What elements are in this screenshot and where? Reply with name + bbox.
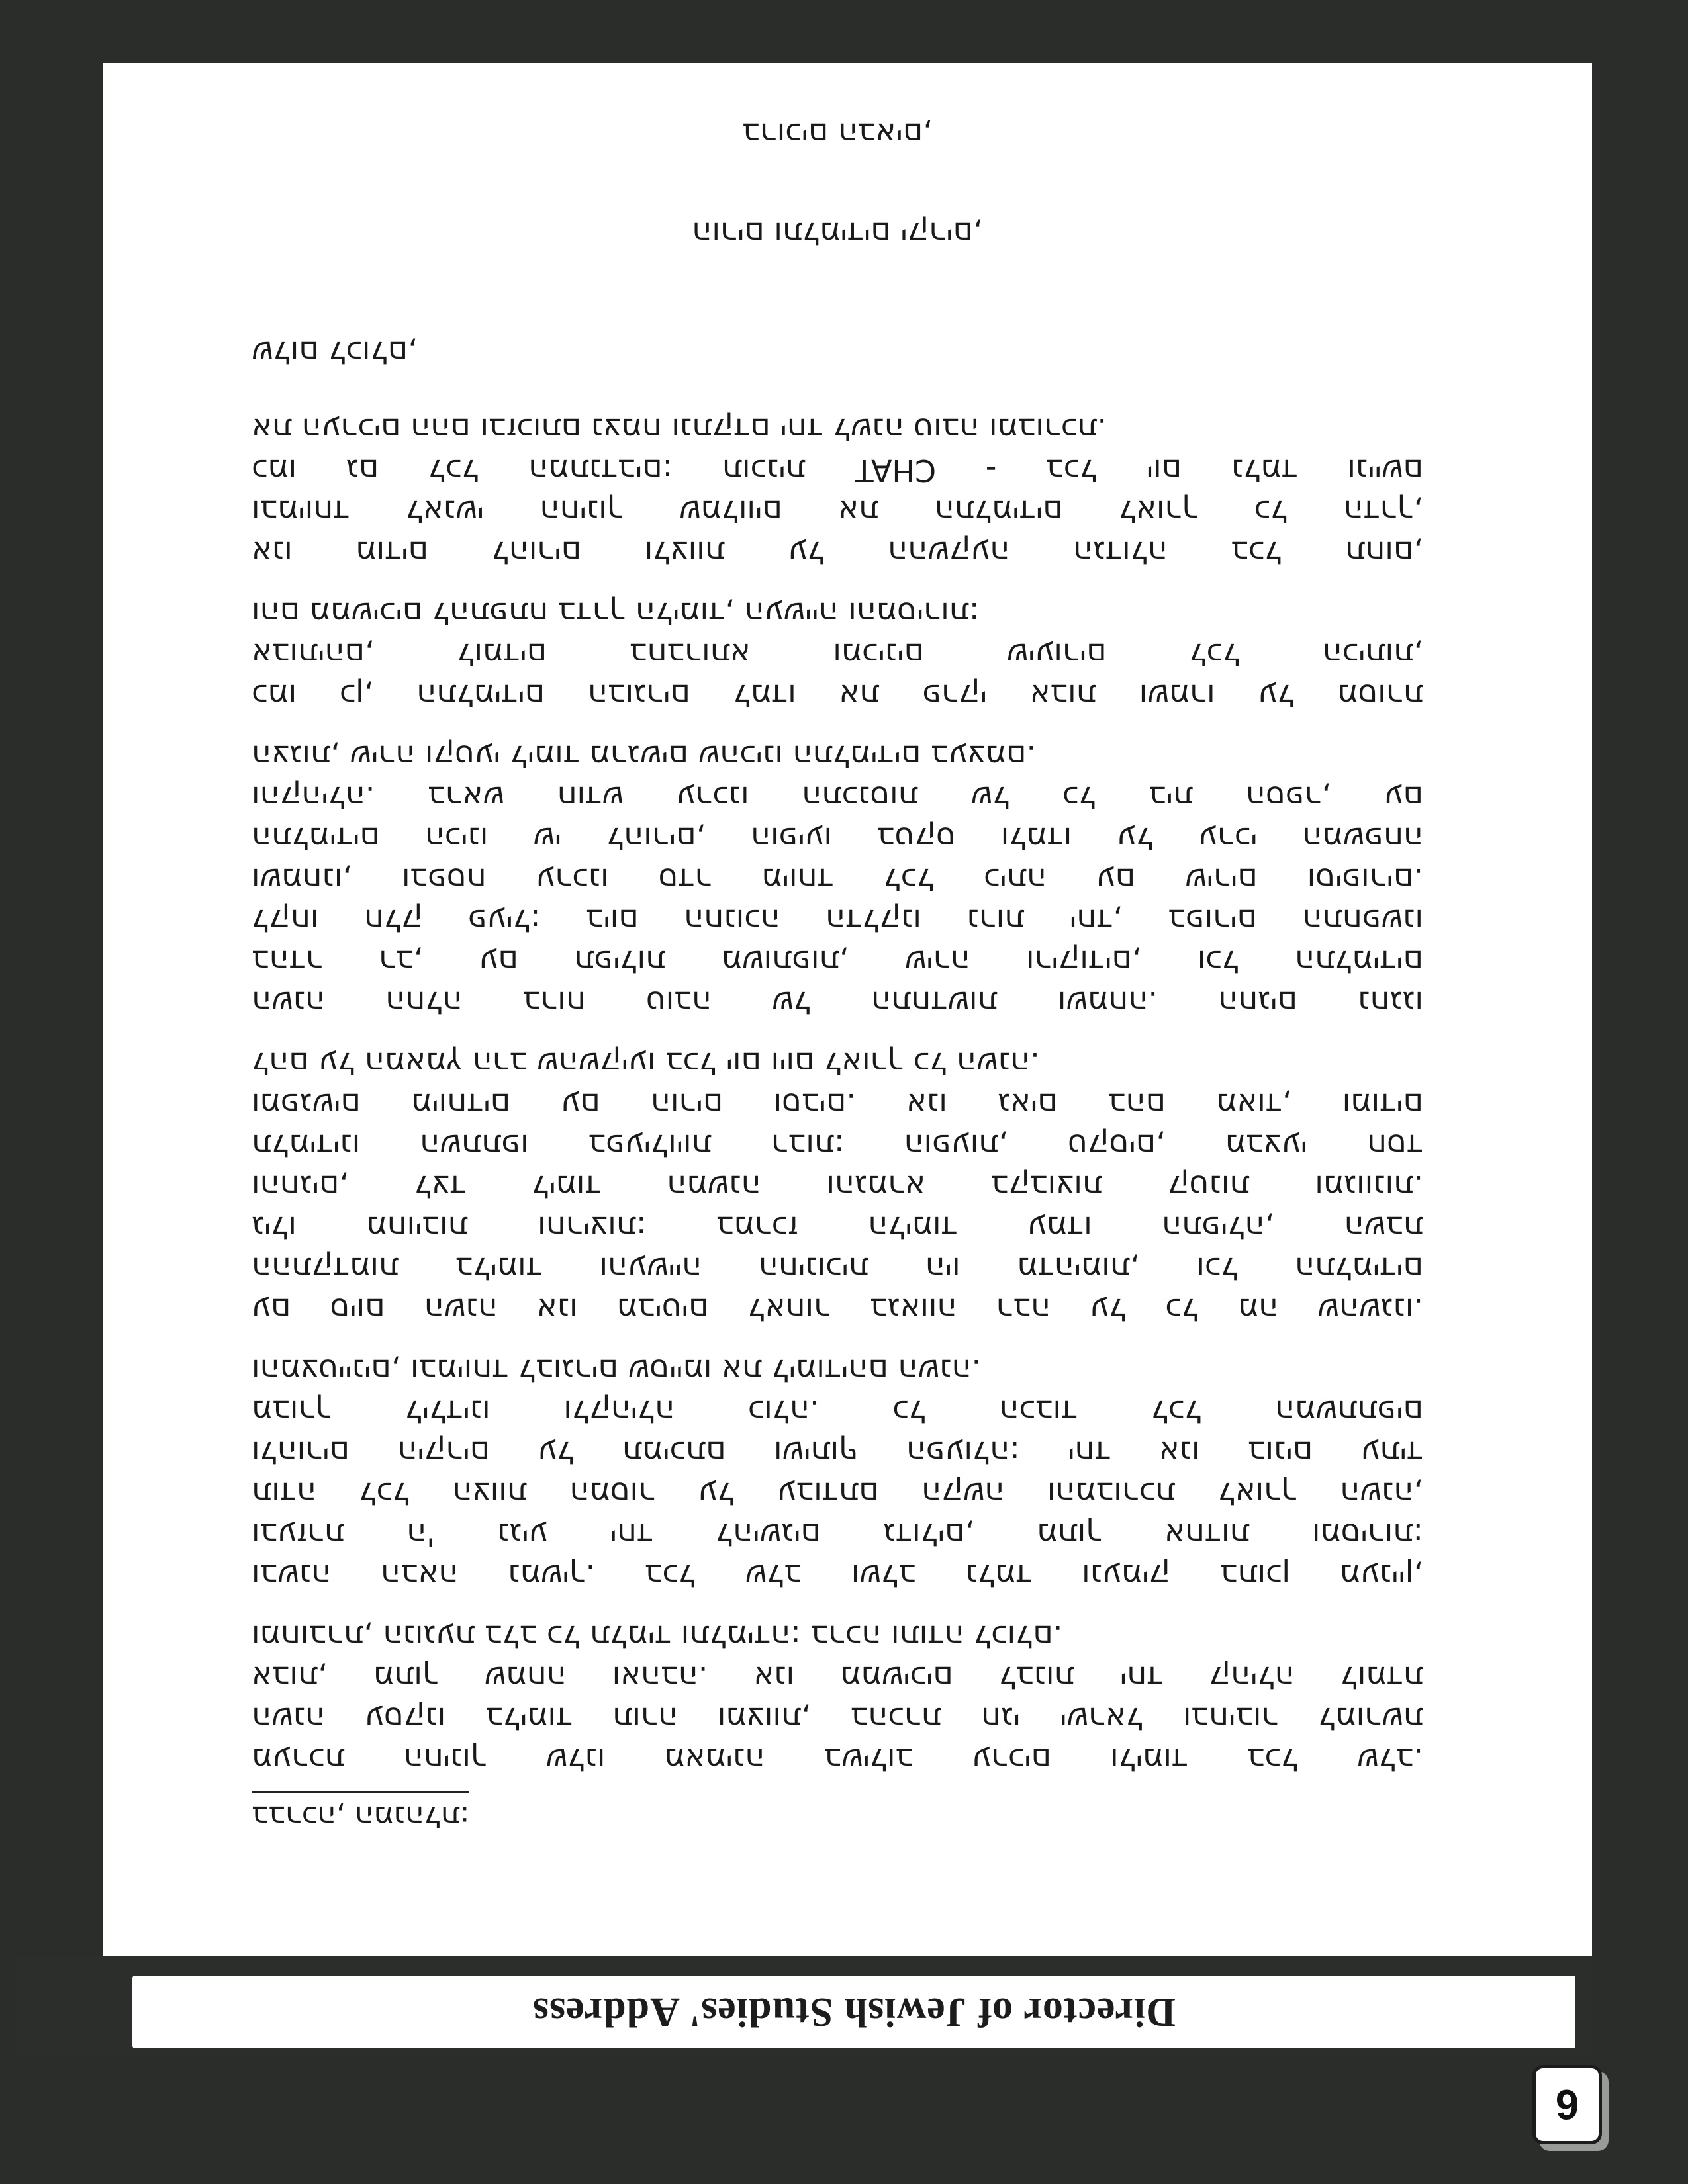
text-line: הצגות, שירה וקטעי לימוד מרגשים שהכינו התלמידים בעצמם.	[252, 739, 1037, 774]
text-line: אנו מודים להורים ולצוות על ההשקעה הגדולה בכל תחום,	[252, 535, 1423, 570]
text-line: עם סיום השנה אנו מביטים לאחור בגאווה רבה על כל מה שהשגנו.	[252, 1292, 1423, 1328]
text-line: להם על המאמץ הרב שהשקיעו בכל יום ויום לאורך כל השנה.	[252, 1046, 1040, 1081]
text-line: ומחוברת, הנוגעת בלב כל תלמיד ותלמידה: ברכה ותודה לכולם.	[252, 1619, 1063, 1655]
text-line: לקחו חלק פעיל: ביום החנוכה הדלקנו נרות יחד, בפורים התחפשנו	[252, 903, 1423, 938]
paragraph	[252, 409, 1423, 573]
text-line: השנה החלה ברוח טובה של התחדשות ושמחה. החגים נחגגו	[252, 985, 1423, 1021]
text-line: מערכת החינוך שלנו מאמינה בשילוב ערכים ולימוד בכל שלב.	[252, 1742, 1423, 1778]
text-line: והם ממשיכים להתפתח בדרך הלימוד, העשייה והמסירות:	[252, 596, 980, 631]
text-line: את הערכים ההם ובזכותם נצמח ונתקדם יחד לשנה טובה ומבורכת.	[252, 412, 1107, 447]
letter	[252, 116, 1423, 1833]
paragraph	[252, 1616, 1423, 1780]
text-line: והמצטיינים, ובמיוחד לבוגרים שסיימו את לימודיהם השנה.	[252, 1353, 982, 1388]
text-line: ההתקדמות בלימוד והעשייה החינוכית היו מדהימות, וכל התלמידים	[252, 1251, 1423, 1287]
text-line: גילו מחויבות וחריצות: במרכז הלימוד עמדו התפילה, השבת	[252, 1210, 1423, 1246]
text-line: ומפגשים מיוחדים עם הורים וסבים. אנו גאים בהם מאוד, ומודים	[252, 1087, 1423, 1122]
text-line: אבות, מתוך שמחה ואהבה. אנו ממשיכים לבנות יחד קהילה לומדת	[252, 1660, 1423, 1696]
text-line: אבותיהם, לומדים בחברותא ומכינים שיעורים לכל הכיתות,	[252, 637, 1423, 672]
text-line: כמו גם לכל המתנדבים: תוכנית CHAT - בכל יום נלמד וניישם	[252, 453, 1423, 488]
text-line: ולהורים היקרים על תמיכתם ושיתוף הפעולה: יחד אנו בונים עתיד	[252, 1435, 1423, 1471]
header-title-box	[132, 1976, 1575, 2048]
page-number: 6	[1532, 2065, 1602, 2144]
text-line: מבורך לילדינו ולקהילה כולה. כל הכבוד לכל המשתתפים	[252, 1394, 1423, 1430]
paragraph	[252, 736, 1423, 1023]
text-line: כמו כן, התלמידים הבוגרים למדו את פרקי אבות ושמרו על מסורת	[252, 678, 1423, 713]
text-line: התלמידים הכינו שי להורים, הופיעו בטקס ולמדו על ערכי המשפחה	[252, 821, 1423, 856]
text-line: והקהילה. בראש חודש ערכנו התכנסות של כל בית הספר, עם	[252, 780, 1423, 815]
letter-body	[252, 409, 1423, 1780]
opening-line: ברוכים הבאים,	[742, 116, 933, 152]
paragraph	[252, 593, 1423, 716]
text-line: השנה עסקנו בלימוד תורה ומצוות, בהכרת חגי ישראל ובחיבור למורשת	[252, 1701, 1423, 1737]
salutation: הורים ותלמידים יקרים,	[692, 216, 983, 251]
text-line: תלמידינו השתתפו בפעילויות רבות: הופעות, טקסים, מבצעי חסד	[252, 1128, 1423, 1163]
paragraph	[252, 1043, 1423, 1330]
closing-greeting: שלום לכולם,	[252, 335, 418, 371]
text-line: בהדר רב, עם תפילות משותפות, שירה וריקודים, וכל התלמידים	[252, 944, 1423, 979]
text-line: תודה לכל הצוות המסור על עבודתם הקשה והמבורכת לאורך השנה,	[252, 1476, 1423, 1512]
text-line: ובשנה הבאה נמשיך. בכל שלב ושלב נלמד ונעמיק בתוכן מעניין,	[252, 1558, 1423, 1594]
text-line: ובעזרת ה' נגיע יחד להישגים גדולים, מתוך אחדות ומסירות:	[252, 1517, 1423, 1553]
text-line: ובמיוחד לאנשי החינוך שמלווים את התלמידים לאורך כל הדרך,	[252, 494, 1423, 529]
paragraph	[252, 1350, 1423, 1596]
text-line: ושמחנו, ובפסח ערכנו סדר מיוחד לכל כיתה עם שירים וסיפורים.	[252, 862, 1423, 897]
signature-line: בברכה, המנהלת:	[252, 1791, 469, 1833]
text-line: והחגים, לצד לימוד המשנה והגמרא בקבוצות קטנות ומגוונות.	[252, 1169, 1423, 1205]
section-title: Director of Jewish Studies' Address	[532, 1989, 1176, 2035]
